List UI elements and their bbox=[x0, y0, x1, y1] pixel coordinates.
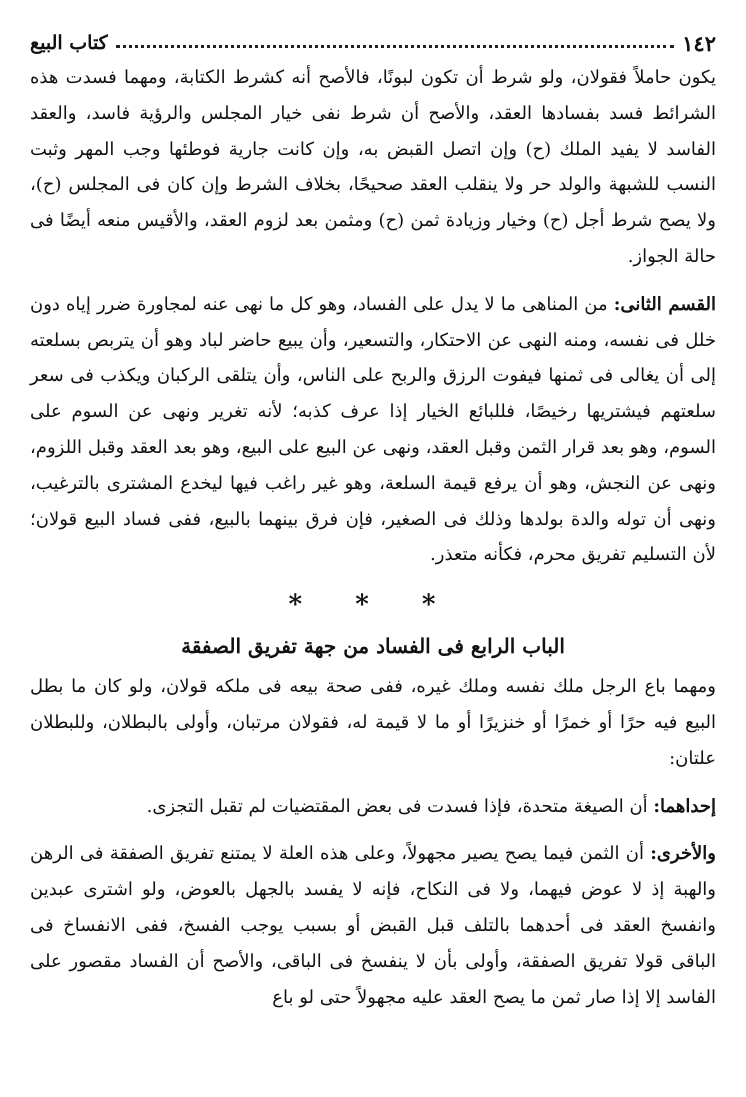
page-header bbox=[30, 28, 716, 58]
section-separator: * * * bbox=[288, 590, 458, 621]
paragraph-5-text: أن الثمن فيما يصح يصير مجهولاً، وعلى هذه العلة لا يمتنع تفريق الصفقة فى الرهن والهبة إذ لا عوض فيهما، ولا فى النكاح، فإنه لا يفسد بالجهل بالعوض، ولو اشترى عبدين وانفسخ العقد فى أحدهما بالتلف قبل القبض أو بسبب يوجب الفسخ، ففى الانفساخ فى الباقى قولا تفريق الصفقة، وأولى بأن لا ينفسخ فى الباقى، والأصح أن الفساد مقصور على الفاسد إلا إذا صار ثمن ما يصح العقد عليه مجهولاً حتى لو باع bbox=[30, 843, 716, 1008]
header-dotted-leader bbox=[116, 45, 674, 48]
page-number: ١٤٢ bbox=[682, 30, 716, 56]
running-title: كتاب البيع bbox=[30, 32, 108, 54]
paragraph-1-text: يكون حاملاً فقولان، ولو شرط أن تكون لبونًا، فالأصح أنه كشرط الكتابة، ومهما فسدت هذه الشرائط فسد بفسادها العقد، والأصح أن شرط نفى خيار المجلس والرؤية فاسد، والعقد الفاسد لا يفيد الملك (ح) وإن اتصل القبض به، وإن كانت جارية فوطئها وجب المهر وثبت النسب للشبهة والولد حر ولا ينقلب العقد صحيحًا، بخلاف الشرط وإن كان فى المجلس (ح)، ولا يصح شرط أجل (ح) وخيار وزيادة ثمن (ح) ومثمن بعد لزوم العقد، والأقيس منعه أيضًا فى حالة الجواز. bbox=[30, 67, 716, 267]
paragraph-2-lead: القسم الثانى: bbox=[613, 293, 717, 315]
paragraph-2-text: من المناهى ما لا يدل على الفساد، وهو كل ما نهى عنه لمجاورة ضرر إياه دون خلل فى نفسه، ومنه النهى عن الاحتكار، والتسعير، وأن يبيع حاضر لباد وهو أن يتربص بسلعته إلى أن يغالى فى ثمنها فيفوت الرزق والربح على الناس، وأن يتلقى الركبان ويكذب فى سعر سلعتهم فيشتريها رخيصًا، فللبائع الخيار إذا عرف كذبه؛ لأنه تغرير ونهى عن السوم على السوم، وهو بعد قرار الثمن وقبل العقد، ونهى عن البيع على البيع، وهو بعد العقد وقبل اللزوم، ونهى عن النجش، وهو أن يرفع قيمة السلعة، وهو غير راغب فيها ليخدع المشترى بالترغيب، ونهى أن توله والدة بولدها وذلك فى الصغير، فإن فرق بينهما بالبيع، ففى فساد البيع قولان؛ لأن التسليم تفريق محرم، فكأنه متعذر. bbox=[30, 293, 716, 566]
paragraph-4-lead: إحداهما: bbox=[653, 795, 716, 817]
paragraph-5-lead: والأخرى: bbox=[650, 843, 716, 865]
paragraph-3 bbox=[30, 669, 716, 776]
paragraph-2 bbox=[30, 287, 716, 573]
paragraph-4-text: أن الصيغة متحدة، فإذا فسدت فى بعض المقتضيات لم تقبل التجزى. bbox=[146, 795, 654, 817]
paragraph-5 bbox=[30, 836, 716, 1015]
paragraph-4 bbox=[30, 789, 716, 825]
book-page bbox=[30, 28, 716, 1015]
paragraph-3-text: ومهما باع الرجل ملك نفسه وملك غيره، ففى صحة بيعه فى ملكه قولان، ولو كان ما بطل البيع فيه حرًا أو خمرًا أو خنزيرًا أو ما لا قيمة له، فقولان مرتبان، وأولى بالبطلان، وللبطلان علتان: bbox=[30, 676, 716, 769]
paragraph-1 bbox=[30, 60, 716, 275]
chapter-title: الباب الرابع فى الفساد من جهة تفريق الصفقة bbox=[181, 634, 565, 659]
